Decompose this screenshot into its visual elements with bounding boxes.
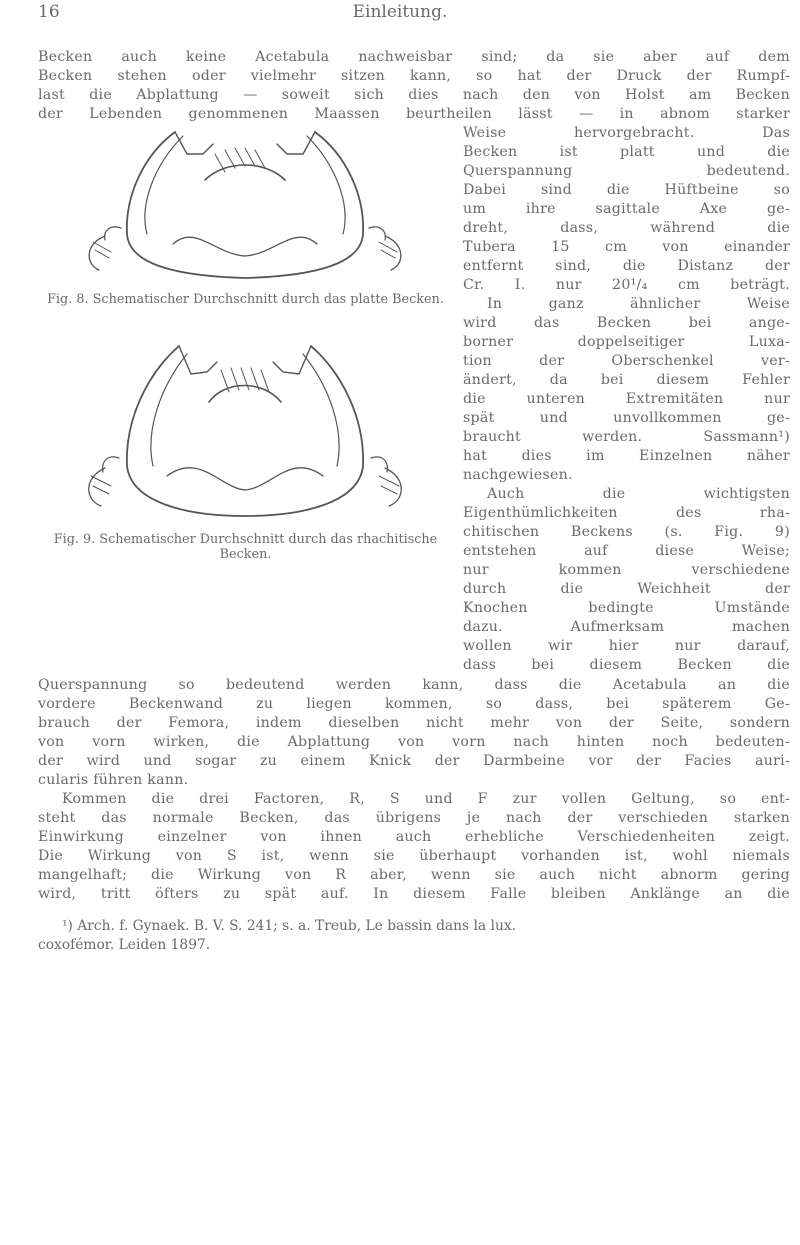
text-line: entstehen auf diese Weise; bbox=[463, 543, 790, 559]
page-number: 16 bbox=[38, 2, 60, 22]
text-line: chitischen Beckens (s. Fig. 9) bbox=[463, 524, 790, 540]
text-line: durch die Weichheit der bbox=[463, 581, 790, 597]
text-line: Becken auch keine Acetabula nachweisbar sind; da sie aber auf dem bbox=[38, 49, 790, 65]
text-line: dass bei diesem Becken die bbox=[463, 657, 790, 673]
text-line: Dabei sind die Hüftbeine so bbox=[463, 182, 790, 198]
text-line: last die Abplattung — soweit sich dies nach den von Holst am Becken bbox=[38, 87, 790, 103]
figure-8-flat-pelvis-drawing bbox=[75, 124, 415, 286]
text-line: braucht werden. Sassmann¹) bbox=[463, 429, 790, 445]
text-line: wird, tritt öfters zu spät auf. In diesem Falle bleiben Anklänge an die bbox=[38, 886, 790, 902]
text-line: Weise hervorgebracht. Das bbox=[463, 125, 790, 141]
text-line: Becken ist platt und die bbox=[463, 144, 790, 160]
text-line: Einwirkung einzelner von ihnen auch erhebliche Verschiedenheiten zeigt. bbox=[38, 829, 790, 845]
text-line: dreht, dass, während die bbox=[463, 220, 790, 236]
text-line: nachgewiesen. bbox=[463, 467, 573, 483]
text-line: cularis führen kann. bbox=[38, 772, 189, 788]
text-line: Kommen die drei Factoren, R, S und F zur vollen Geltung, so ent- bbox=[62, 791, 790, 807]
footnote-line: coxofémor. Leiden 1897. bbox=[38, 937, 211, 953]
text-line: von vorn wirken, die Abplattung von vorn nach hinten noch bedeuten- bbox=[38, 734, 790, 750]
text-line: nur kommen verschiedene bbox=[463, 562, 790, 578]
text-line: mangelhaft; die Wirkung von R aber, wenn sie auch nicht abnorm gering bbox=[38, 867, 790, 883]
text-line: entfernt sind, die Distanz der bbox=[463, 258, 790, 274]
text-line: der Lebenden genommenen Maassen beurtheilen lässt — in abnom starker bbox=[38, 106, 790, 122]
text-line: um ihre sagittale Axe ge- bbox=[463, 201, 790, 217]
text-line: Cr. I. nur 20¹/₄ cm beträgt. bbox=[463, 277, 790, 293]
text-line: Tubera 15 cm von einander bbox=[463, 239, 790, 255]
running-head bbox=[0, 2, 800, 28]
text-line: Becken stehen oder vielmehr sitzen kann, so hat der Druck der Rumpf- bbox=[38, 68, 790, 84]
text-line: Querspannung so bedeutend werden kann, dass die Acetabula an die bbox=[38, 677, 790, 693]
text-line: In ganz ähnlicher Weise bbox=[487, 296, 790, 312]
text-line: Auch die wichtigsten bbox=[487, 486, 790, 502]
header-title: Einleitung. bbox=[352, 2, 448, 22]
figure-9-rachitic-pelvis-drawing bbox=[75, 340, 415, 525]
text-line: wird das Becken bei ange- bbox=[463, 315, 790, 331]
figure-9-caption: Fig. 9. Schematischer Durchschnitt durch das rhachitische Becken. bbox=[53, 532, 438, 562]
figure-8-caption: Fig. 8. Schematischer Durchschnitt durch das platte Becken. bbox=[47, 292, 444, 307]
text-line: Die Wirkung von S ist, wenn sie überhaupt vorhanden ist, wohl niemals bbox=[38, 848, 790, 864]
text-line: Eigenthümlichkeiten des rha- bbox=[463, 505, 790, 521]
text-line: die unteren Extremitäten nur bbox=[463, 391, 790, 407]
footnote-line: ¹) Arch. f. Gynaek. B. V. S. 241; s. a. Treub, Le bassin dans la lux. bbox=[62, 918, 516, 934]
text-line: ändert, da bei diesem Fehler bbox=[463, 372, 790, 388]
text-line: wollen wir hier nur darauf, bbox=[463, 638, 790, 654]
text-line: tion der Oberschenkel ver- bbox=[463, 353, 790, 369]
text-line: borner doppelseitiger Luxa- bbox=[463, 334, 790, 350]
text-line: brauch der Femora, indem dieselben nicht mehr von der Seite, sondern bbox=[38, 715, 790, 731]
text-line: dazu. Aufmerksam machen bbox=[463, 619, 790, 635]
text-line: spät und unvollkommen ge- bbox=[463, 410, 790, 426]
text-line: steht das normale Becken, das übrigens je nach der verschieden starken bbox=[38, 810, 790, 826]
text-line: Knochen bedingte Umstände bbox=[463, 600, 790, 616]
text-line: hat dies im Einzelnen näher bbox=[463, 448, 790, 464]
text-line: der wird und sogar zu einem Knick der Darmbeine vor der Facies auri- bbox=[38, 753, 790, 769]
text-line: Querspannung bedeutend. bbox=[463, 163, 790, 179]
text-line: vordere Beckenwand zu liegen kommen, so dass, bei späterem Ge- bbox=[38, 696, 790, 712]
